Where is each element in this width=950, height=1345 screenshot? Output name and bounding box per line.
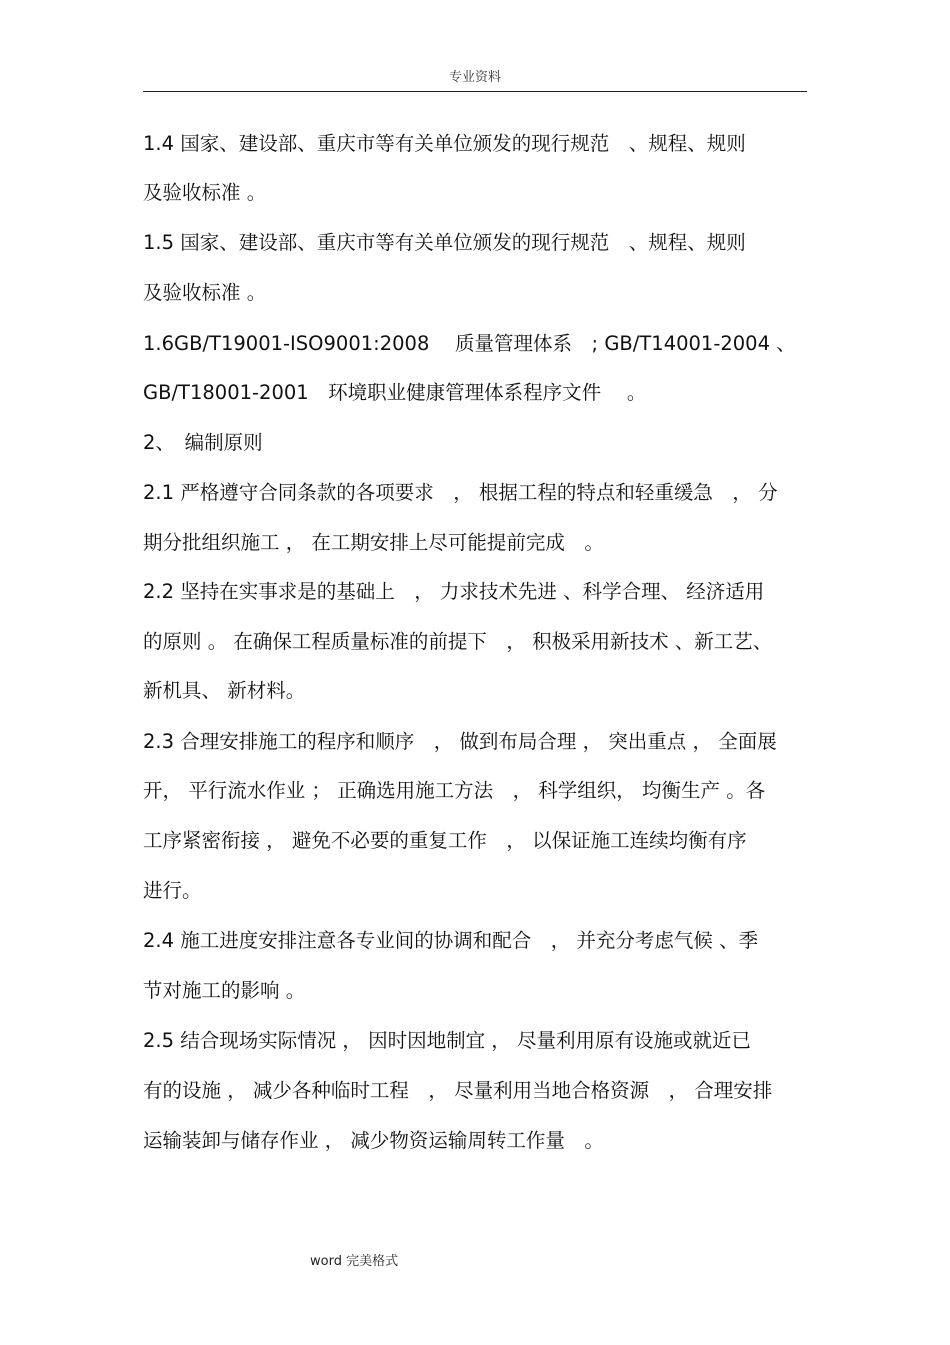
text-line: 的原则 。 在确保工程质量标准的前提下 ， 积极采用新技术 、新工艺、 [143,630,773,653]
text-line: 新机具、 新材料。 [143,679,306,702]
text-line: 及验收标准 。 [143,181,267,204]
text-line: 2.2 坚持在实事求是的基础上 ， 力求技术先进 、科学合理、 经济适用 [143,580,765,603]
header-divider [143,91,807,92]
text-line: 2.4 施工进度安排注意各专业间的协调和配合 ， 并充分考虑气候 、季 [143,929,759,952]
text-line: 1.6GB/T19001-ISO9001:2008 质量管理体系 ; GB/T14001-2004 、 [143,332,796,355]
text-line: 进行。 [143,879,202,902]
text-line: 2.5 结合现场实际情况 ， 因时因地制宜 ， 尽量利用原有设施或就近已 [143,1029,752,1052]
text-line: 工序紧密衔接 ， 避免不必要的重复工作 ， 以保证施工连续均衡有序 [143,829,747,852]
page-header: 专业资料 [448,70,501,85]
text-line: 2.1 严格遵守合同条款的各项要求 ， 根据工程的特点和轻重缓急 ， 分 [143,481,778,504]
text-line: GB/T18001-2001 环境职业健康管理体系程序文件 。 [143,381,647,404]
text-line: 1.5 国家、建设部、重庆市等有关单位颁发的现行规范 、规程、规则 [143,231,746,254]
page-footer: word 完美格式 [310,1254,399,1269]
text-line: 开， 平行流水作业 ； 正确选用施工方法 ， 科学组织， 均衡生产 。各 [143,779,766,802]
text-line: 节对施工的影响 。 [143,979,306,1002]
text-line: 期分批组织施工 ， 在工期安排上尽可能提前完成 。 [143,531,604,554]
text-line: 2.3 合理安排施工的程序和顺序 ， 做到布局合理 ， 突出重点 ， 全面展 [143,730,777,753]
text-line: 及验收标准 。 [143,281,267,304]
text-line: 运输装卸与储存作业 ， 减少物资运输周转工作量 。 [143,1129,604,1152]
text-line: 1.4 国家、建设部、重庆市等有关单位颁发的现行规范 、规程、规则 [143,132,746,155]
section-heading: 2、 编制原则 [143,431,263,454]
text-line: 有的设施 ， 减少各种临时工程 ， 尽量利用当地合格资源 ， 合理安排 [143,1079,773,1102]
